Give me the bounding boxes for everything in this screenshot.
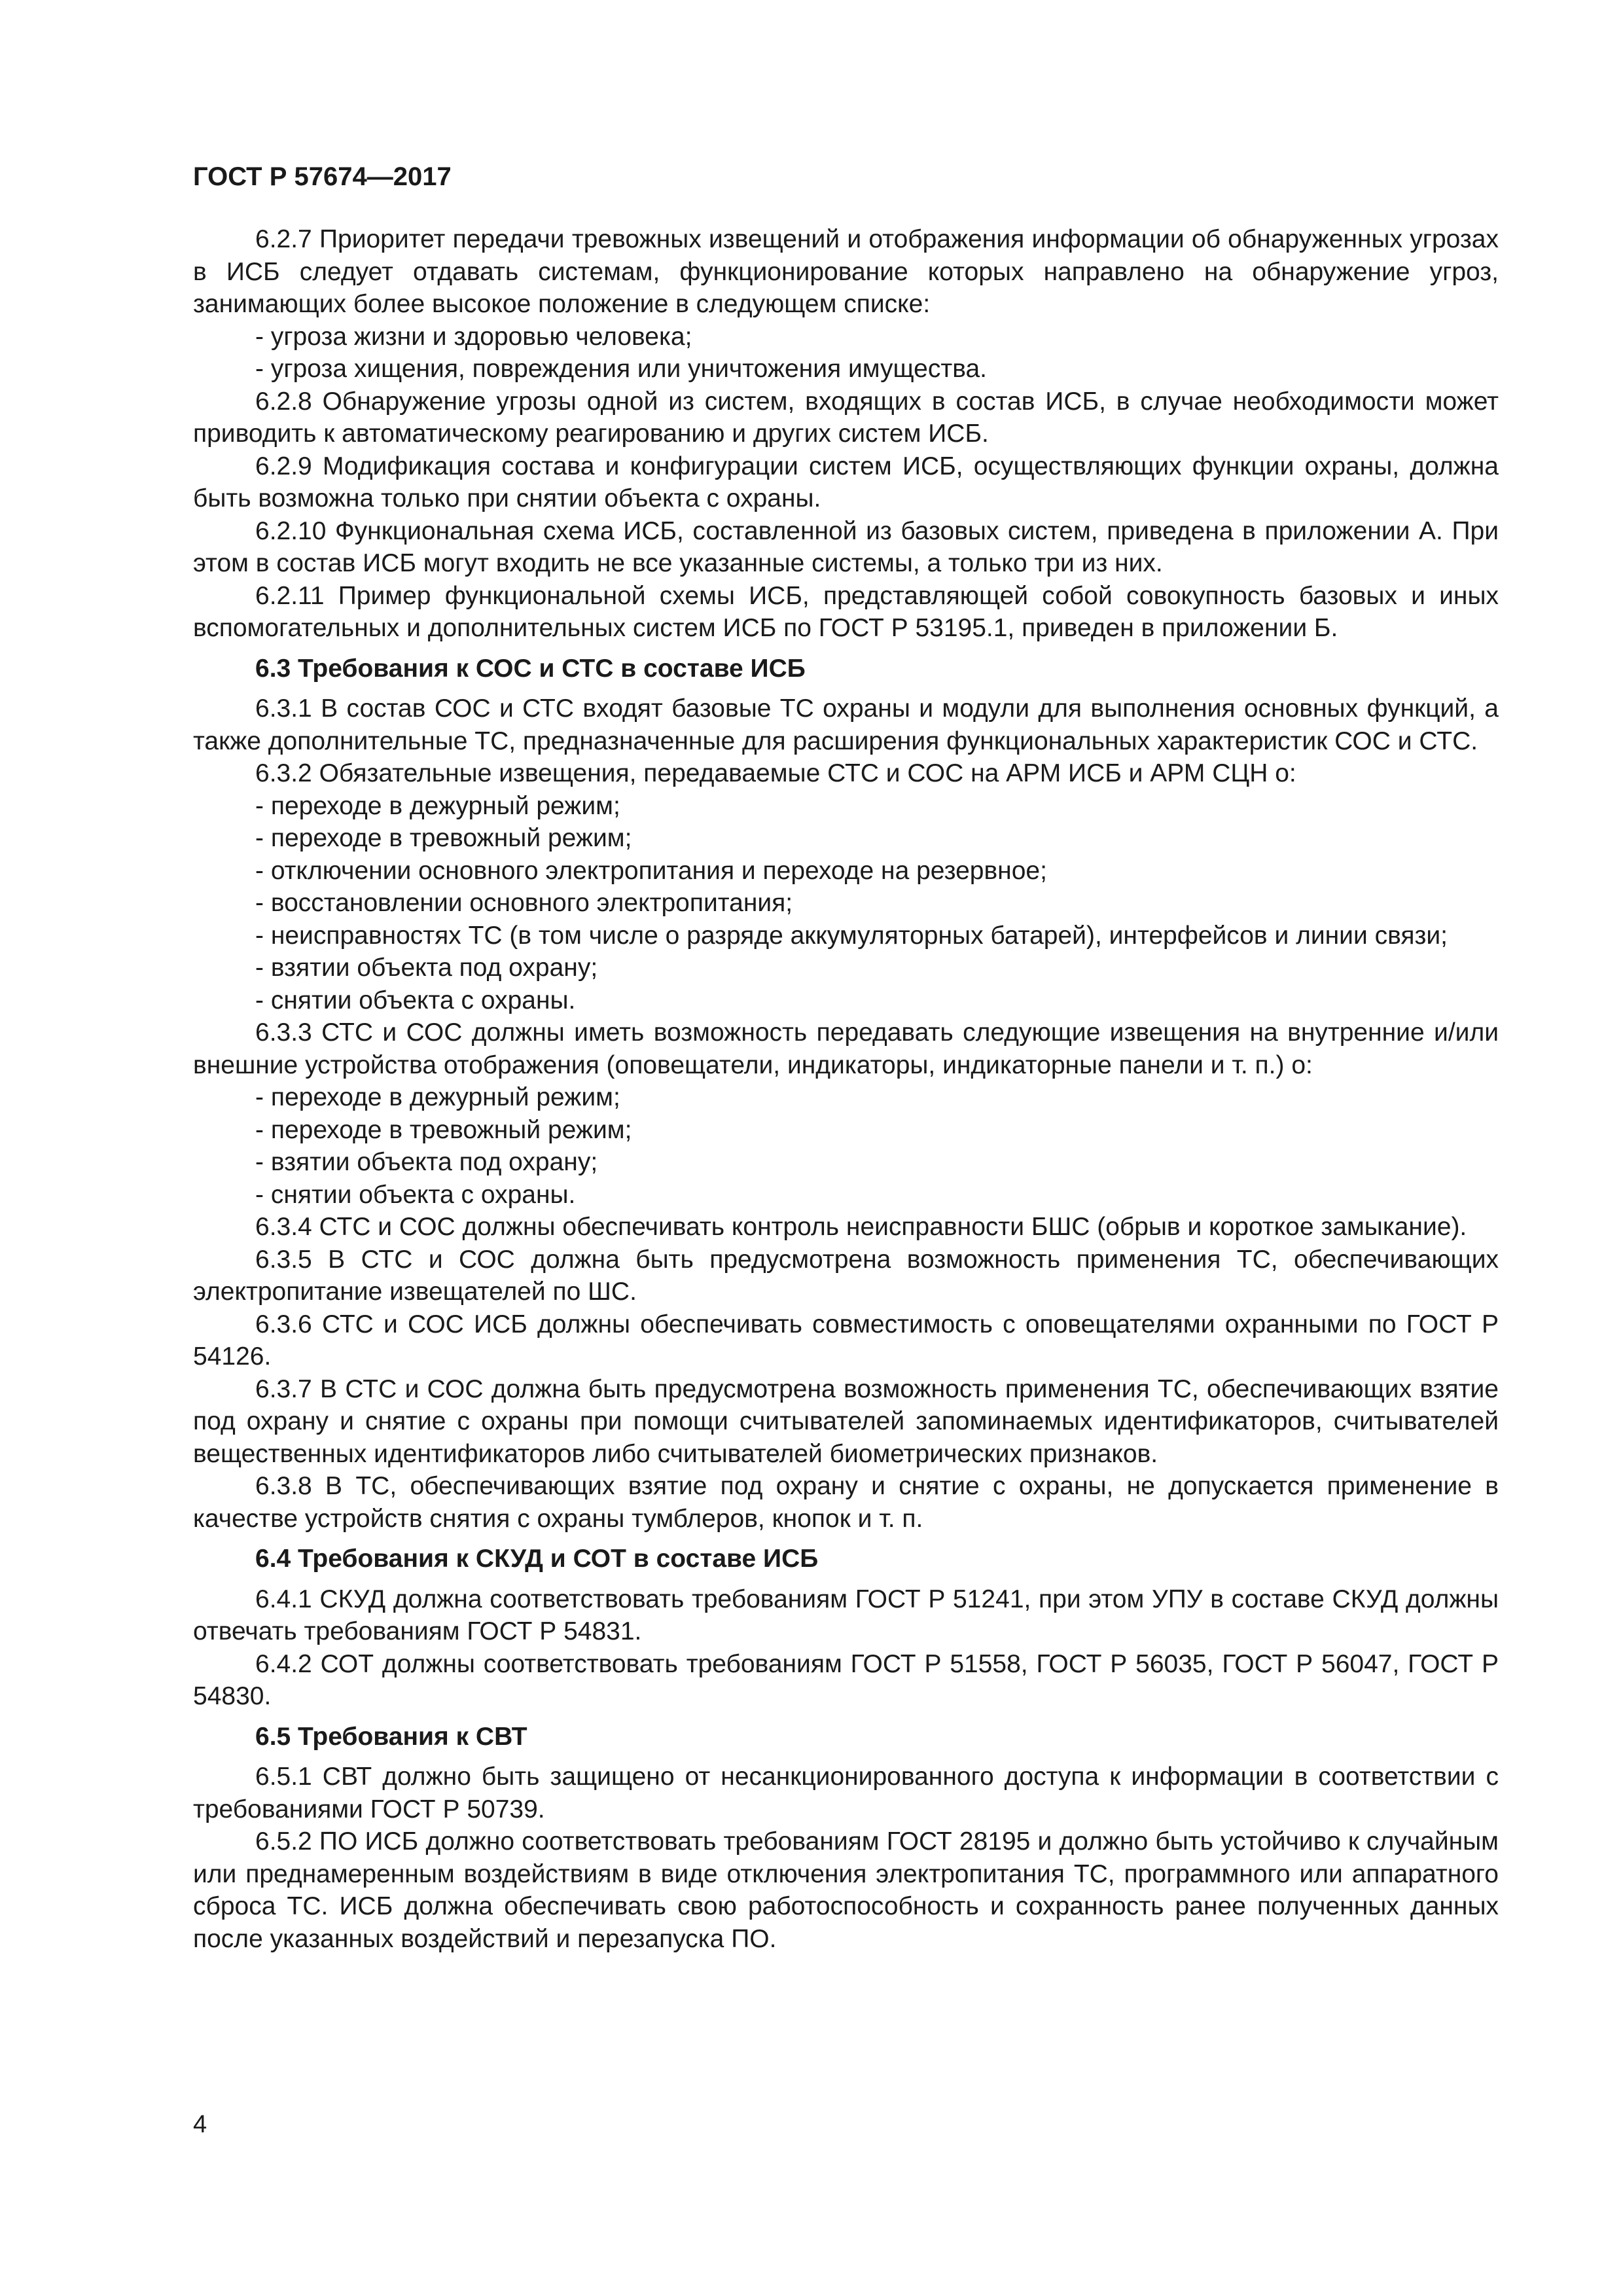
- paragraph-6-3-6: 6.3.6 СТС и СОС ИСБ должны обеспечивать совместимость с оповещателями охранными по ГОСТ Р 54126.: [193, 1310, 1499, 1371]
- list-item: - переходе в дежурный режим;: [255, 1083, 620, 1111]
- paragraph-6-3-8: 6.3.8 В ТС, обеспечивающих взятие под охрану и снятие с охраны, не допускается применение в качестве устройств снятия с охраны тумблеров, кнопок и т. п.: [193, 1472, 1499, 1533]
- paragraph-6-3-3: 6.3.3 СТС и СОС должны иметь возможность передавать следующие извещения на внутренние и/или внешние устройства отображения (оповещатели, индикаторы, индикаторные панели и т. п.) о:: [193, 1018, 1499, 1079]
- paragraph-6-3-7: 6.3.7 В СТС и СОС должна быть предусмотрена возможность применения ТС, обеспечивающих взятие под охрану и снятие с охраны при помощи считывателей запоминаемых идентификаторов, считывателей вещественных идентификаторов либо считывателей биометрических признаков.: [193, 1374, 1499, 1468]
- list-item: - переходе в тревожный режим;: [255, 824, 632, 852]
- section-heading-6-5: 6.5 Требования к СВТ: [255, 1722, 527, 1751]
- paragraph-6-3-2: 6.3.2 Обязательные извещения, передаваемые СТС и СОС на АРМ ИСБ и АРМ СЦН о:: [255, 759, 1296, 787]
- paragraph-6-2-8: 6.2.8 Обнаружение угрозы одной из систем, входящих в состав ИСБ, в случае необходимости может приводить к автоматическому реагированию и других систем ИСБ.: [193, 387, 1499, 448]
- list-item: - взятии объекта под охрану;: [255, 1148, 598, 1176]
- paragraph-6-5-1: 6.5.1 СВТ должно быть защищено от несанкционированного доступа к информации в соответствии с требованиями ГОСТ Р 50739.: [193, 1763, 1499, 1823]
- paragraph-6-5-2: 6.5.2 ПО ИСБ должно соответствовать требованиям ГОСТ 28195 и должно быть устойчиво к случайным или преднамеренным воздействиям в виде отключения электропитания ТС, программного или аппаратного сброса ТС. ИСБ должна обеспечивать свою работоспособность и сохранность ранее полученных данных после указанных воздействий и перезапуска ПО.: [193, 1827, 1499, 1953]
- paragraph-6-2-7: 6.2.7 Приоритет передачи тревожных извещений и отображения информации об обнаруженных угрозах в ИСБ следует отдавать системам, функционирование которых направлено на обнаружение угроз, занимающих более высокое положение в следующем списке:: [193, 225, 1499, 318]
- document-page: [193, 160, 1499, 1955]
- list-item: - угроза жизни и здоровью человека;: [255, 322, 692, 351]
- list-item: - угроза хищения, повреждения или уничтожения имущества.: [255, 355, 987, 383]
- list-item: - восстановлении основного электропитания;: [255, 889, 793, 917]
- paragraph-6-3-1: 6.3.1 В состав СОС и СТС входят базовые ТС охраны и модули для выполнения основных функций, а также дополнительные ТС, предназначенные для расширения функциональных характеристик СОС и СТС.: [193, 694, 1499, 755]
- list-item: - переходе в тревожный режим;: [255, 1115, 632, 1144]
- paragraph-6-2-10: 6.2.10 Функциональная схема ИСБ, составленной из базовых систем, приведена в приложении А. При этом в состав ИСБ могут входить не все указанные системы, а только три из них.: [193, 516, 1499, 577]
- paragraph-6-2-11: 6.2.11 Пример функциональной схемы ИСБ, представляющей собой совокупность базовых и иных вспомогательных и дополнительных систем ИСБ по ГОСТ Р 53195.1, приведен в приложении Б.: [193, 581, 1499, 642]
- section-heading-6-4: 6.4 Требования к СКУД и СОТ в составе ИСБ: [255, 1545, 819, 1573]
- list-item: - переходе в дежурный режим;: [255, 791, 620, 820]
- section-heading-6-3: 6.3 Требования к СОС и СТС в составе ИСБ: [255, 654, 806, 683]
- list-item: - отключении основного электропитания и переходе на резервное;: [255, 856, 1047, 885]
- document-header: ГОСТ Р 57674—2017: [193, 162, 452, 191]
- list-item: - взятии объекта под охрану;: [255, 954, 598, 982]
- list-item: - снятии объекта с охраны.: [255, 1180, 576, 1209]
- paragraph-6-4-2: 6.4.2 СОТ должны соответствовать требованиям ГОСТ Р 51558, ГОСТ Р 56035, ГОСТ Р 56047, ГОСТ Р 54830.: [193, 1649, 1499, 1710]
- paragraph-6-3-4: 6.3.4 СТС и СОС должны обеспечивать контроль неисправности БШС (обрыв и короткое замыкание).: [255, 1213, 1467, 1241]
- paragraph-6-4-1: 6.4.1 СКУД должна соответствовать требованиям ГОСТ Р 51241, при этом УПУ в составе СКУД должны отвечать требованиям ГОСТ Р 54831.: [193, 1585, 1499, 1645]
- paragraph-6-3-5: 6.3.5 В СТС и СОС должна быть предусмотрена возможность применения ТС, обеспечивающих электропитание извещателей по ШС.: [193, 1245, 1499, 1306]
- list-item: - снятии объекта с охраны.: [255, 986, 576, 1014]
- paragraph-6-2-9: 6.2.9 Модификация состава и конфигурации систем ИСБ, осуществляющих функции охраны, должна быть возможна только при снятии объекта с охраны.: [193, 452, 1499, 512]
- list-item: - неисправностях ТС (в том числе о разряде аккумуляторных батарей), интерфейсов и линии связи;: [255, 921, 1448, 950]
- page-number: 4: [193, 2111, 207, 2138]
